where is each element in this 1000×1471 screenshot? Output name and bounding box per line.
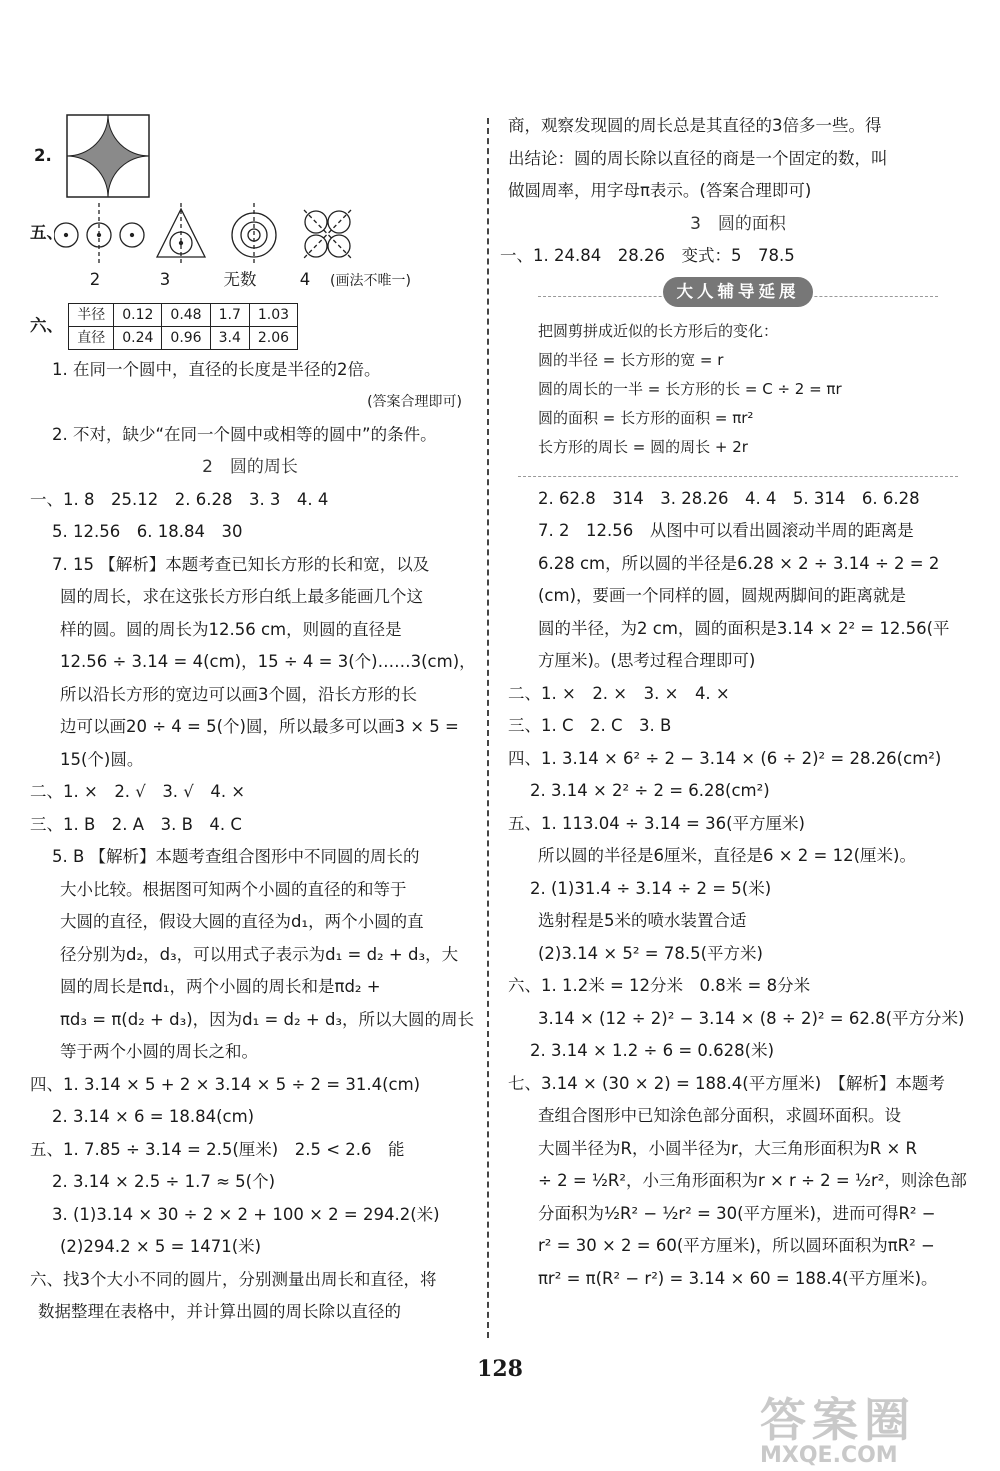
answer-line: 一、1. 8 25.12 2. 6.28 3. 3 4. 4	[30, 489, 329, 509]
answer-line: 边可以画20 ÷ 4 = 5(个)圆，所以最多可以画3 × 5 =	[60, 717, 459, 736]
radius-diameter-table	[68, 303, 298, 350]
watermark-logo: 答案圈	[760, 1393, 916, 1447]
answer-line: 3.14 × (12 ÷ 2)² − 3.14 × (8 ÷ 2)² = 62.8(平方分米)	[538, 1008, 965, 1028]
answer-line: (2)294.2 × 5 = 1471(米)	[60, 1237, 262, 1256]
tip-line: 长方形的周长 = 圆的周长 + 2r	[538, 437, 748, 456]
answer-line: 查组合图形中已知涂色部分面积，求圆环面积。设	[538, 1106, 901, 1125]
answer-line: πd₃ = π(d₂ + d₃)，因为d₁ = d₂ + d₃，所以大圆的周长	[60, 1009, 475, 1029]
answer-line: 三、1. C 2. C 3. B	[508, 716, 672, 735]
answer-line: 样的圆。圆的周长为12.56 cm，则圆的直径是	[60, 619, 402, 639]
answer-line: r² = 30 × 2 = 60(平方厘米)，所以圆环面积为πR² −	[538, 1236, 935, 1255]
table-cell: 1.7	[210, 303, 249, 326]
answer-line: 大小比较。根据图可知两个小圆的直径的和等于	[60, 879, 407, 899]
answer-line: 等于两个小圆的周长之和。	[60, 1042, 258, 1061]
answer-line: 2. (1)31.4 ÷ 3.14 ÷ 2 = 5(米)	[530, 878, 772, 898]
answer-line: 选射程是5米的喷水装置合适	[538, 911, 747, 930]
answer-line: 大圆半径为R，小圆半径为r，大三角形面积为R × R	[538, 1138, 917, 1158]
answer-line: 六、1. 1.2米 = 12分米 0.8米 = 8分米	[508, 976, 811, 995]
answer-line: (cm)，要画一个同样的圆，圆规两脚间的距离就是	[538, 586, 907, 605]
answer-line: 所以沿长方形的宽边可以画3个圆，沿长方形的长	[60, 684, 417, 704]
answer-line: 四、1. 3.14 × 6² ÷ 2 − 3.14 × (6 ÷ 2)² = 28.26(cm²)	[508, 748, 942, 768]
answer-line: πr² = π(R² − r²) = 3.14 × 60 = 188.4(平方厘米)。	[538, 1268, 938, 1288]
answer-line: 五、1. 7.85 ÷ 3.14 = 2.5(厘米) 2.5 < 2.6 能	[30, 1139, 405, 1159]
left-column	[30, 110, 476, 1329]
answer-line: 圆的周长，求在这张长方形白纸上最多能画几个这	[60, 587, 423, 606]
answer-line: 径分别为d₂，d₃，可以用式子表示为d₁ = d₂ + d₃，大	[60, 944, 459, 964]
answer-line: 圆的周长是πd₁，两个小圆的周长和是πd₂ +	[60, 977, 381, 996]
answer-line: 分面积为½R² − ½r² = 30(平方厘米)，进而可得R² −	[538, 1203, 936, 1223]
q6-label: 六、	[30, 315, 63, 335]
answer-line: 数据整理在表格中，并计算出圆的周长除以直径的	[38, 1302, 401, 1321]
answer-line: 12.56 ÷ 3.14 = 4(cm)，15 ÷ 4 = 3(个)……3(cm)，	[60, 652, 476, 671]
table-cell: 0.96	[162, 326, 210, 349]
page-number: 128	[477, 1356, 523, 1382]
answer-line: 5. 12.56 6. 18.84 30	[52, 522, 243, 541]
answer-line: 2. 3.14 × 1.2 ÷ 6 = 0.628(米)	[530, 1041, 775, 1060]
answer-line: 2. 不对，缺少“在同一个圆中或相等的圆中”的条件。	[52, 424, 437, 444]
answer-line: 出结论：圆的周长除以直径的商是一个固定的数，叫	[508, 148, 888, 168]
table-cell: 0.12	[114, 303, 162, 326]
answer-line: 7. 15 【解析】本题考查已知长方形的长和宽，以及	[52, 554, 430, 574]
tips-bottom-rule	[518, 462, 958, 477]
q5-label: 五、	[30, 222, 63, 242]
tip-line: 把圆剪拼成近似的长方形后的变化：	[538, 321, 779, 340]
tip-line: 圆的半径 = 长方形的宽 = r	[538, 350, 724, 369]
table-cell: 0.48	[162, 303, 210, 326]
tip-line: 圆的面积 = 长方形的面积 = πr²	[538, 408, 754, 427]
tips-banner: 大人辅导延展	[663, 277, 813, 307]
tips-box	[508, 317, 968, 462]
tips-banner-row	[508, 277, 968, 317]
answer-line: 二、1. × 2. × 3. × 4. ×	[508, 683, 730, 703]
q5-note: (画法不唯一)	[330, 273, 411, 289]
column-divider	[487, 118, 489, 1338]
q6-row	[30, 298, 470, 354]
table-cell: 3.4	[210, 326, 249, 349]
table-cell: 半径	[69, 303, 114, 326]
answer-note: (答案合理即可)	[367, 394, 462, 410]
q5-answer-2: 3	[159, 270, 171, 289]
answer-line: 2. 3.14 × 6 = 18.84(cm)	[52, 1107, 255, 1126]
symmetry-figures	[54, 203, 434, 263]
answer-line: 一、1. 24.84 28.26 变式：5 78.5	[500, 246, 795, 265]
q5-answers	[30, 264, 470, 298]
answer-line: ÷ 2 = ½R²，小三角形面积为r × r ÷ 2 = ½r²，则涂色部	[538, 1171, 967, 1190]
answer-line: 大圆的直径，假设大圆的直径为d₁，两个小圆的直	[60, 912, 424, 931]
answer-line: 三、1. B 2. A 3. B 4. C	[30, 814, 242, 834]
answer-line: (2)3.14 × 5² = 78.5(平方米)	[538, 943, 763, 963]
answer-line: 五、1. 113.04 ÷ 3.14 = 36(平方厘米)	[508, 813, 805, 833]
answer-line: 圆的半径，为2 cm，圆的面积是3.14 × 2² = 12.56(平	[538, 618, 950, 638]
q5-answer-4: 4	[299, 270, 311, 289]
answer-line: 7. 2 12.56 从图中可以看出圆滚动半周的距离是	[538, 521, 914, 540]
answer-line: 15(个)圆。	[60, 749, 144, 769]
answer-line: 所以圆的半径是6厘米，直径是6 × 2 = 12(厘米)。	[538, 846, 916, 865]
tip-line: 圆的周长的一半 = 长方形的长 = C ÷ 2 = πr	[538, 379, 842, 398]
answer-line: 2. 62.8 314 3. 28.26 4. 4 5. 314 6. 6.28	[538, 488, 920, 508]
table-cell: 直径	[69, 326, 114, 349]
answer-line: 5. B 【解析】本题考查组合图形中不同圆的周长的	[52, 847, 420, 866]
table-row	[69, 303, 298, 326]
answer-line: 2. 3.14 × 2² ÷ 2 = 6.28(cm²)	[530, 781, 770, 800]
answer-line: 1. 在同一个圆中，直径的长度是半径的2倍。	[52, 359, 381, 379]
answer-line: 2. 3.14 × 2.5 ÷ 1.7 ≈ 5(个)	[52, 1172, 276, 1191]
answer-line: 做圆周率，用字母π表示。(答案合理即可)	[508, 181, 812, 200]
watermark-url: MXQE.COM	[760, 1443, 898, 1468]
q5-answer-3: 无数	[223, 270, 257, 289]
answer-line: 6.28 cm，所以圆的半径是6.28 × 2 ÷ 3.14 ÷ 2 = 2	[538, 553, 940, 573]
section-title-area: 3 圆的面积	[690, 213, 786, 234]
answer-line: 3. (1)3.14 × 30 ÷ 2 × 2 + 100 × 2 = 294.2(米)	[52, 1204, 440, 1224]
right-column	[500, 110, 968, 1295]
q2-label: 2.	[34, 145, 52, 165]
answer-line: 四、1. 3.14 × 5 + 2 × 3.14 × 5 ÷ 2 = 31.4(cm)	[30, 1074, 421, 1094]
section-title-circumference: 2 圆的周长	[202, 457, 298, 477]
table-row	[69, 326, 298, 349]
answer-line: 七、3.14 × (30 × 2) = 188.4(平方厘米) 【解析】本题考	[508, 1073, 945, 1093]
table-cell: 1.03	[249, 303, 297, 326]
table-cell: 2.06	[249, 326, 297, 349]
table-cell: 0.24	[114, 326, 162, 349]
answer-line: 二、1. × 2. √ 3. √ 4. ×	[30, 782, 246, 801]
answer-line: 商，观察发现圆的周长总是其直径的3倍多一些。得	[508, 116, 882, 135]
q2-row	[30, 110, 470, 202]
star-square-figure	[66, 114, 150, 198]
q5-row	[30, 202, 470, 264]
answer-line: 六、找3个大小不同的圆片，分别测量出周长和直径，将	[30, 1269, 437, 1289]
watermark	[760, 1395, 990, 1470]
answer-line: 方厘米)。(思考过程合理即可)	[538, 651, 756, 670]
q5-answer-1: 2	[89, 270, 101, 289]
